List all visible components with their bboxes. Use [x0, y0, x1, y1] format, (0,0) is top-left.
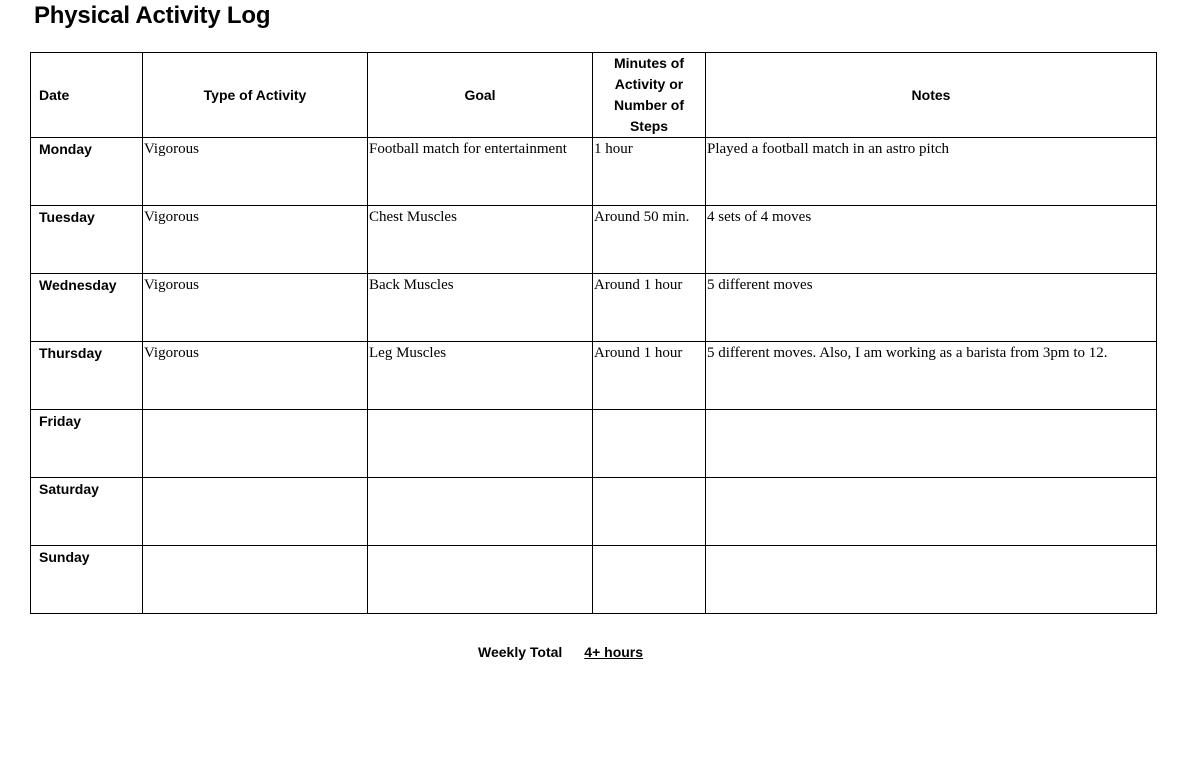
- day-cell: [31, 410, 143, 478]
- goal-value: Football match for entertainment: [369, 141, 567, 157]
- goal-value: Leg Muscles: [369, 345, 447, 361]
- day-label: Friday: [39, 413, 82, 429]
- type-value: [143, 478, 367, 479]
- goal-cell[interactable]: [368, 138, 593, 206]
- weekly-total-label: Weekly Total: [478, 644, 563, 660]
- table-row: [31, 206, 1157, 274]
- type-value: [143, 546, 367, 547]
- day-cell: [31, 342, 143, 410]
- header-minutes: Minutes of Activity or Number of Steps: [593, 53, 706, 138]
- day-cell: [31, 478, 143, 546]
- minutes-cell[interactable]: [593, 138, 706, 206]
- notes-cell[interactable]: [706, 546, 1157, 614]
- goal-cell[interactable]: [368, 410, 593, 478]
- activity-log-table: [30, 52, 1157, 614]
- notes-value: 4 sets of 4 moves: [707, 209, 812, 225]
- notes-value: [706, 478, 1156, 479]
- day-cell: [31, 274, 143, 342]
- weekly-total-value[interactable]: 4+ hours: [584, 644, 644, 660]
- header-date: Date: [31, 53, 143, 138]
- weekly-total: [478, 644, 643, 660]
- day-cell: [31, 206, 143, 274]
- type-value: Vigorous: [144, 141, 199, 157]
- table-row: [31, 138, 1157, 206]
- header-notes: Notes: [706, 53, 1157, 138]
- minutes-cell[interactable]: [593, 274, 706, 342]
- type-value: [143, 410, 367, 411]
- notes-cell[interactable]: [706, 478, 1157, 546]
- day-label: Sunday: [39, 549, 90, 565]
- type-cell[interactable]: [143, 546, 368, 614]
- goal-cell[interactable]: [368, 342, 593, 410]
- notes-value: [706, 546, 1156, 547]
- day-label: Saturday: [39, 481, 99, 497]
- notes-cell[interactable]: [706, 138, 1157, 206]
- table-row: [31, 274, 1157, 342]
- minutes-cell[interactable]: [593, 206, 706, 274]
- type-cell[interactable]: [143, 274, 368, 342]
- notes-value: 5 different moves: [707, 277, 813, 293]
- header-goal: Goal: [368, 53, 593, 138]
- minutes-cell[interactable]: [593, 410, 706, 478]
- table-row: [31, 478, 1157, 546]
- type-cell[interactable]: [143, 342, 368, 410]
- table-row: [31, 410, 1157, 478]
- minutes-cell[interactable]: [593, 546, 706, 614]
- goal-cell[interactable]: [368, 206, 593, 274]
- goal-value: [368, 546, 592, 547]
- day-label: Wednesday: [39, 277, 117, 293]
- table-row: [31, 546, 1157, 614]
- minutes-value: Around 1 hour: [594, 277, 683, 293]
- notes-cell[interactable]: [706, 342, 1157, 410]
- minutes-cell[interactable]: [593, 342, 706, 410]
- goal-value: [368, 478, 592, 479]
- notes-value: 5 different moves. Also, I am working as a barista from 3pm to 12.: [707, 345, 1108, 361]
- table-header-row: [31, 53, 1157, 138]
- type-value: Vigorous: [144, 345, 199, 361]
- type-cell[interactable]: [143, 138, 368, 206]
- goal-cell[interactable]: [368, 478, 593, 546]
- type-cell[interactable]: [143, 206, 368, 274]
- minutes-cell[interactable]: [593, 478, 706, 546]
- page-title: Physical Activity Log: [34, 2, 271, 29]
- goal-value: Chest Muscles: [369, 209, 457, 225]
- type-cell[interactable]: [143, 410, 368, 478]
- type-value: Vigorous: [144, 277, 199, 293]
- goal-cell[interactable]: [368, 546, 593, 614]
- day-label: Thursday: [39, 345, 103, 361]
- minutes-value: Around 50 min.: [594, 209, 690, 225]
- day-label: Tuesday: [39, 209, 95, 225]
- day-cell: [31, 546, 143, 614]
- day-label: Monday: [39, 141, 92, 157]
- minutes-value: 1 hour: [594, 141, 633, 157]
- goal-value: [368, 410, 592, 411]
- notes-value: Played a football match in an astro pitch: [707, 141, 950, 157]
- header-type-of-activity: Type of Activity: [143, 53, 368, 138]
- type-value: Vigorous: [144, 209, 199, 225]
- minutes-value: [593, 410, 705, 411]
- minutes-value: Around 1 hour: [594, 345, 683, 361]
- notes-cell[interactable]: [706, 274, 1157, 342]
- table-row: [31, 342, 1157, 410]
- minutes-value: [593, 546, 705, 547]
- goal-cell[interactable]: [368, 274, 593, 342]
- day-cell: [31, 138, 143, 206]
- goal-value: Back Muscles: [369, 277, 454, 293]
- type-cell[interactable]: [143, 478, 368, 546]
- notes-cell[interactable]: [706, 410, 1157, 478]
- notes-cell[interactable]: [706, 206, 1157, 274]
- minutes-value: [593, 478, 705, 479]
- notes-value: [706, 410, 1156, 411]
